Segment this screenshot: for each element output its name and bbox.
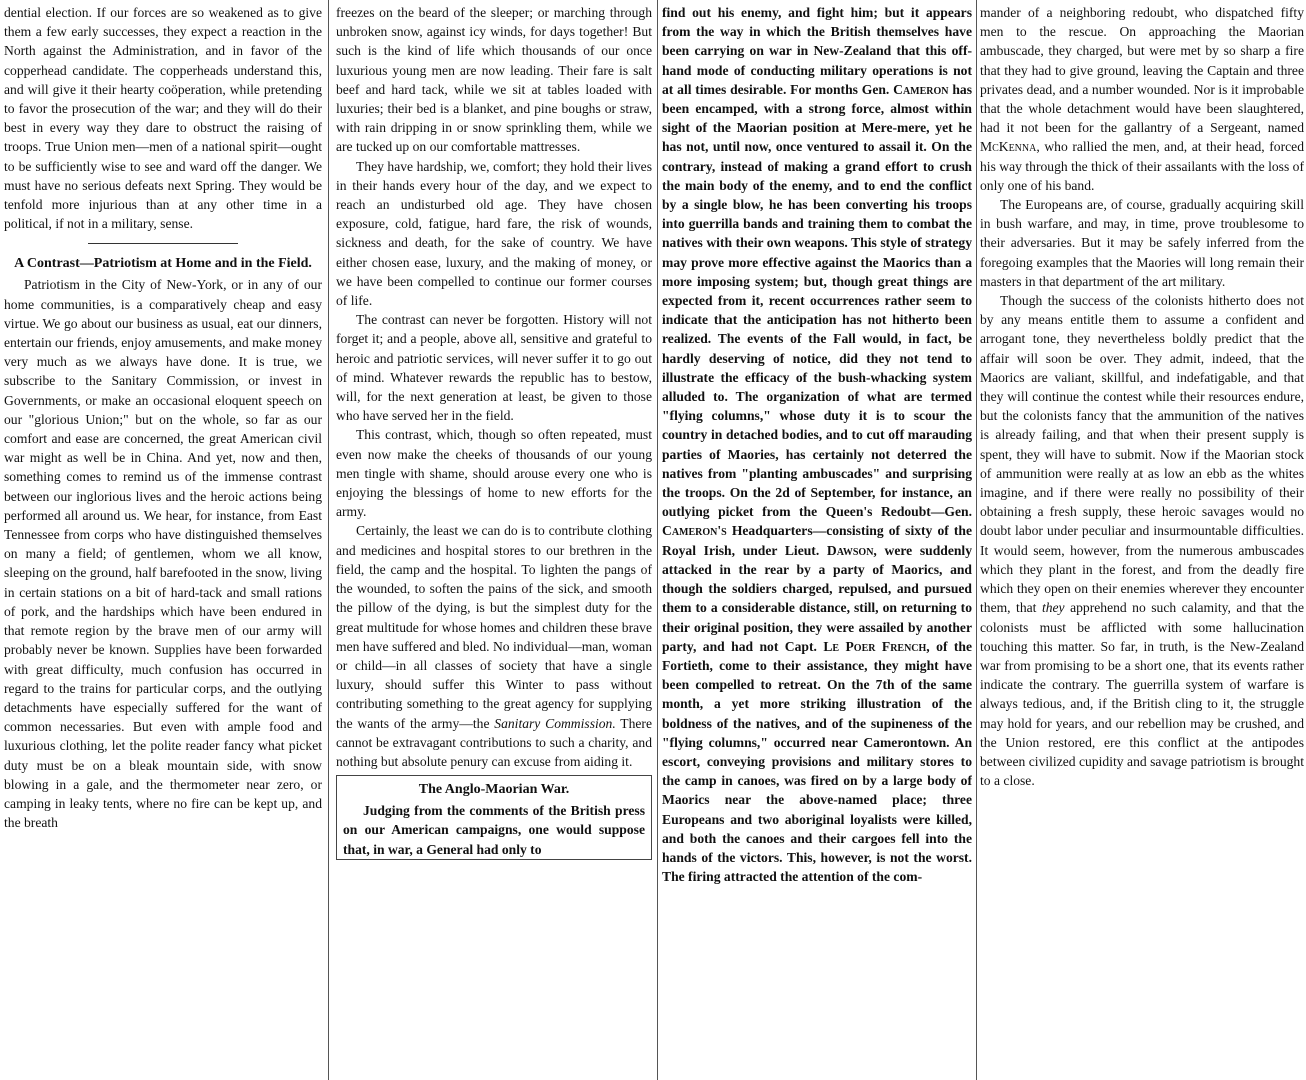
- paragraph-text: Certainly, the least we can do is to contribute clothing and medicines and hospital stores to our brethren in the field, the camp and the hospital. To lighten the pangs of the wounded, to soften the pains of the sick, and smooth the pillow of the dying, is but the simplest duty for the great multitude for whose homes and children these brave men have suffered and bled. No individual—man, woman or child—in all classes of society that have a single luxury, should suffer this Winter to pass without contributing something to the great agency for supplying the wants of the army—the: [336, 523, 652, 731]
- paragraph-text: of the Fortieth, come to their assistance, they might have been compelled to retreat. On the 7th of the same month, a yet more striking illustration of the boldness of the natives, and of the supineness of the "flying columns," occurred near Camerontown. An escort, conveying provisions and military stores to the camp in canoes, was fired on by a large body of Maorics near the above-named place; three Europeans and two aboriginal loyalists were killed, and both the canoes and their cargoes fell into the hands of the victors. This, however, is not the worst. The firing attracted the attention of the com-: [662, 638, 972, 885]
- article-heading-anglo-maorian: The Anglo-Maorian War.: [418, 782, 570, 798]
- article-paragraph: Judging from the comments of the British press on our American campaigns, one would suppose that, in war, a General had only to: [343, 803, 645, 857]
- column-4: [980, 0, 1304, 1080]
- column-1: [4, 0, 322, 1080]
- paragraph-text: mander of a neighboring redoubt, who dispatched fifty men to the rescue. On approaching the Maorian ambuscade, they charged, but were met by so sharp a fire that they had to give ground, leaving the Captain and three privates dead, and a number wounded. Nor is it improbable that the whole detachment would have been slaughtered, had it not been for the gallantry of a Sergeant, named: [980, 5, 1304, 136]
- paragraph-text: There cannot be extravagant contributions to such a charity, and nothing but absolute penury can excuse from aiding it.: [336, 715, 652, 769]
- person-name: Dawson,: [826, 542, 877, 558]
- person-name: McKenna,: [980, 139, 1040, 155]
- paragraph-text: has been encamped, with a strong force, almost within sight of the Maorian position at Mere-mere, yet he has not, until now, once ventured to assail it. On the contrary, instead of making a grand effort to crush the main body of the enemy, and to end the conflict by a single blow, he has been converting his troops into guerrilla bands and training them to combat the natives with their own weapons. This style of strategy may prove more effective against the Maorics than a more imposing system; but, though great things are expected from it, recent occurrences rather seem to indicate that the anticipation has not hitherto been realized. The events of the Fall would, in fact, be hardly deserving of notice, did they not tend to illustrate the efficacy of the bush-whacking system alluded to. The organization of what are termed "flying columns," whose duty it is to scour the country in detached bodies, and to cut off marauding parties of Maories, has certainly not deterred the natives from "planting ambuscades" and surprising the troops. On the 2d of September, for instance, an outlying picket from the Queen's Redoubt—Gen.: [662, 81, 972, 520]
- italic-word: they: [1041, 600, 1065, 616]
- article-paragraph: [980, 3, 1304, 195]
- column-rule: [657, 0, 658, 1080]
- person-name: Cameron: [893, 81, 949, 97]
- paragraph-text: Though the success of the colonists hitherto does not by any means entitle them to assume a confident and arrogant tone, they nevertheless boldly predict that the affair will soon be over. They admit, indeed, that the Maorics are valiant, skillful, and indefatigable, and that they will continue the contest while their resources endure, but the colonists fancy that the ammunition of the natives is already failing, and that when their present supply is spent, they will have to submit. Now if the Maorian stock of ammunition were really at as low an ebb as the whites imagine, and if there were really no possibility of their obtaining a fresh supply, these heroic savages would no doubt labor under peculiar and insurmountable difficulties. It would seem, however, from the numerous ambuscades which they plant in the forest, and from the deadly fire which they open on their enemies wherever they encounter them, that: [980, 293, 1304, 616]
- paragraph-text: were suddenly attacked in the rear by a party of Maorics, and though the soldiers charged, repulsed, and pursued them to a considerable distance, still, on returning to their original position, they were assailed by another party, and had not Capt.: [662, 542, 972, 654]
- article-paragraph: freezes on the beard of the sleeper; or marching through unbroken snow, against icy winds, for days together! But such is the kind of life which thousands of our once luxurious young men are now leading. Their fare is salt beef and hard tack, while we sit at tables loaded with luxuries; their bed is a blanket, and pine boughs or straw, with rain dripping in or snow sprinkling them, while we are tucked up on our comfortable mattresses.: [336, 5, 652, 155]
- person-name: Cameron's: [662, 523, 727, 539]
- column-2: [336, 0, 652, 1080]
- article-separator: [88, 243, 238, 244]
- article-heading-contrast: A Contrast—Patriotism at Home and in the Field.: [14, 256, 312, 272]
- paragraph-text: apprehend no such calamity, and that the colonists must be afflicted with some hallucination touching this matter. So far, in truth, is the New-Zealand war from promising to be a short one, that its events rather indicate the contrary. The guerrilla system of warfare is always tedious, and, if the British cling to it, the struggle may hold for years, and our rebellion may be crushed, and the Union restored, ere this conflict at the antipodes between civilized cupidity and savage patriotism is brought to a close.: [980, 600, 1304, 789]
- column-3: [662, 0, 972, 1080]
- paragraph-text: find out his enemy, and fight him; but it appears from the way in which the British themselves have been carrying on war in New-Zealand that this off-hand mode of conducting military operations is not at all times desirable. For months Gen.: [662, 5, 972, 97]
- paragraph-text: who rallied the men, and, at their head, forced his way through the thick of their assailants with the loss of only one of his band.: [980, 139, 1304, 193]
- paragraph-text: Headquarters—consisting of sixty of the Royal Irish, under Lieut.: [662, 523, 972, 558]
- article-paragraph: [980, 291, 1304, 790]
- article-box-anglo-maorian: [336, 775, 652, 860]
- article-paragraph: [336, 521, 652, 771]
- sanitary-commission-italic: Sanitary Commission.: [494, 715, 616, 731]
- article-paragraph: They have hardship, we, comfort; they hold their lives in their hands every hour of the day, and we expect to reach an undisturbed old age. They have chosen exposure, cold, fatigue, hard fare, the risk of wounds, sickness and death, for the sake of country. We have either chosen ease, luxury, and the making of money, or we have been compelled to continue our former courses of life.: [336, 158, 652, 309]
- column-rule: [976, 0, 977, 1080]
- article-paragraph: [662, 3, 972, 886]
- person-name: Le Poer French,: [823, 638, 930, 654]
- article-paragraph: Patriotism in the City of New-York, or in any of our home communities, is a comparatively cheap and easy virtue. We go about our business as usual, eat our dinners, entertain our friends, enjoy amusements, and make money very much as we always have done. It is true, we subscribe to the Sanitary Commission, or invest in Governments, or make an occasional eloquent speech on our "glorious Union;" but on the whole, so far as our comfort and ease are concerned, the great American civil war might as well be in China. And yet, now and then, something comes to remind us of the immense contrast between our inglorious lives and the heroic actions being performed all around us. We hear, for instance, from East Tennessee from corps who have distinguished themselves on many a field; of gentlemen, whom we all know, sleeping on the ground, half barefooted in the snow, living in certain stations on a bit of hard-tack and small rations of pork, and the hardships which have been endured in that remote region by the brave men of our army will probably never be known. Supplies have been forwarded with great difficulty, much confusion has occurred in regard to the trains for particular corps, and the outlying detachments have especially suffered for the want of common necessaries. But even with ample food and luxurious clothing, let the polite reader fancy what picket duty must be on a bleak mountain side, with snow blowing in a gale, and the thermometer near zero, or camping in leaky tents, where no fire can be kept up, and the breath: [4, 277, 322, 831]
- article-paragraph: This contrast, which, though so often repeated, must even now make the cheeks of thousands of our young men tingle with shame, should arouse every one who is enjoying the blessings of home to new efforts for the army.: [336, 427, 652, 520]
- article-paragraph: The contrast can never be forgotten. History will not forget it; and a people, above all, sensitive and grateful to heroic and patriotic services, will never suffer it to go out of mind. Whatever rewards the republic has to bestow, will, for the next generation at least, be given to those who have served her in the field.: [336, 312, 652, 424]
- column-rule: [328, 0, 329, 1080]
- article-continuation-text: dential election. If our forces are so weakened as to give them a few early successes, they expect a reaction in the North against the Administration, and in favor of the copperhead candidate. The copperheads understand this, and will give it their hearty coöperation, while pretending to favor the prosecution of the war; and they will do their best in every way they dare to obstruct the raising of troops. True Union men—men of a national spirit—ought to be sufficiently wise to see and ward off the danger. We must have no serious defeats next Spring. They would be tenfold more injurious than at any other time in a political, if not in a military, sense.: [4, 5, 322, 232]
- article-paragraph: The Europeans are, of course, gradually acquiring skill in bush warfare, and may, in time, prove troublesome to their adversaries. But it may be safely inferred from the foregoing examples that the Maories will long remain their masters in that department of the art military.: [980, 197, 1304, 289]
